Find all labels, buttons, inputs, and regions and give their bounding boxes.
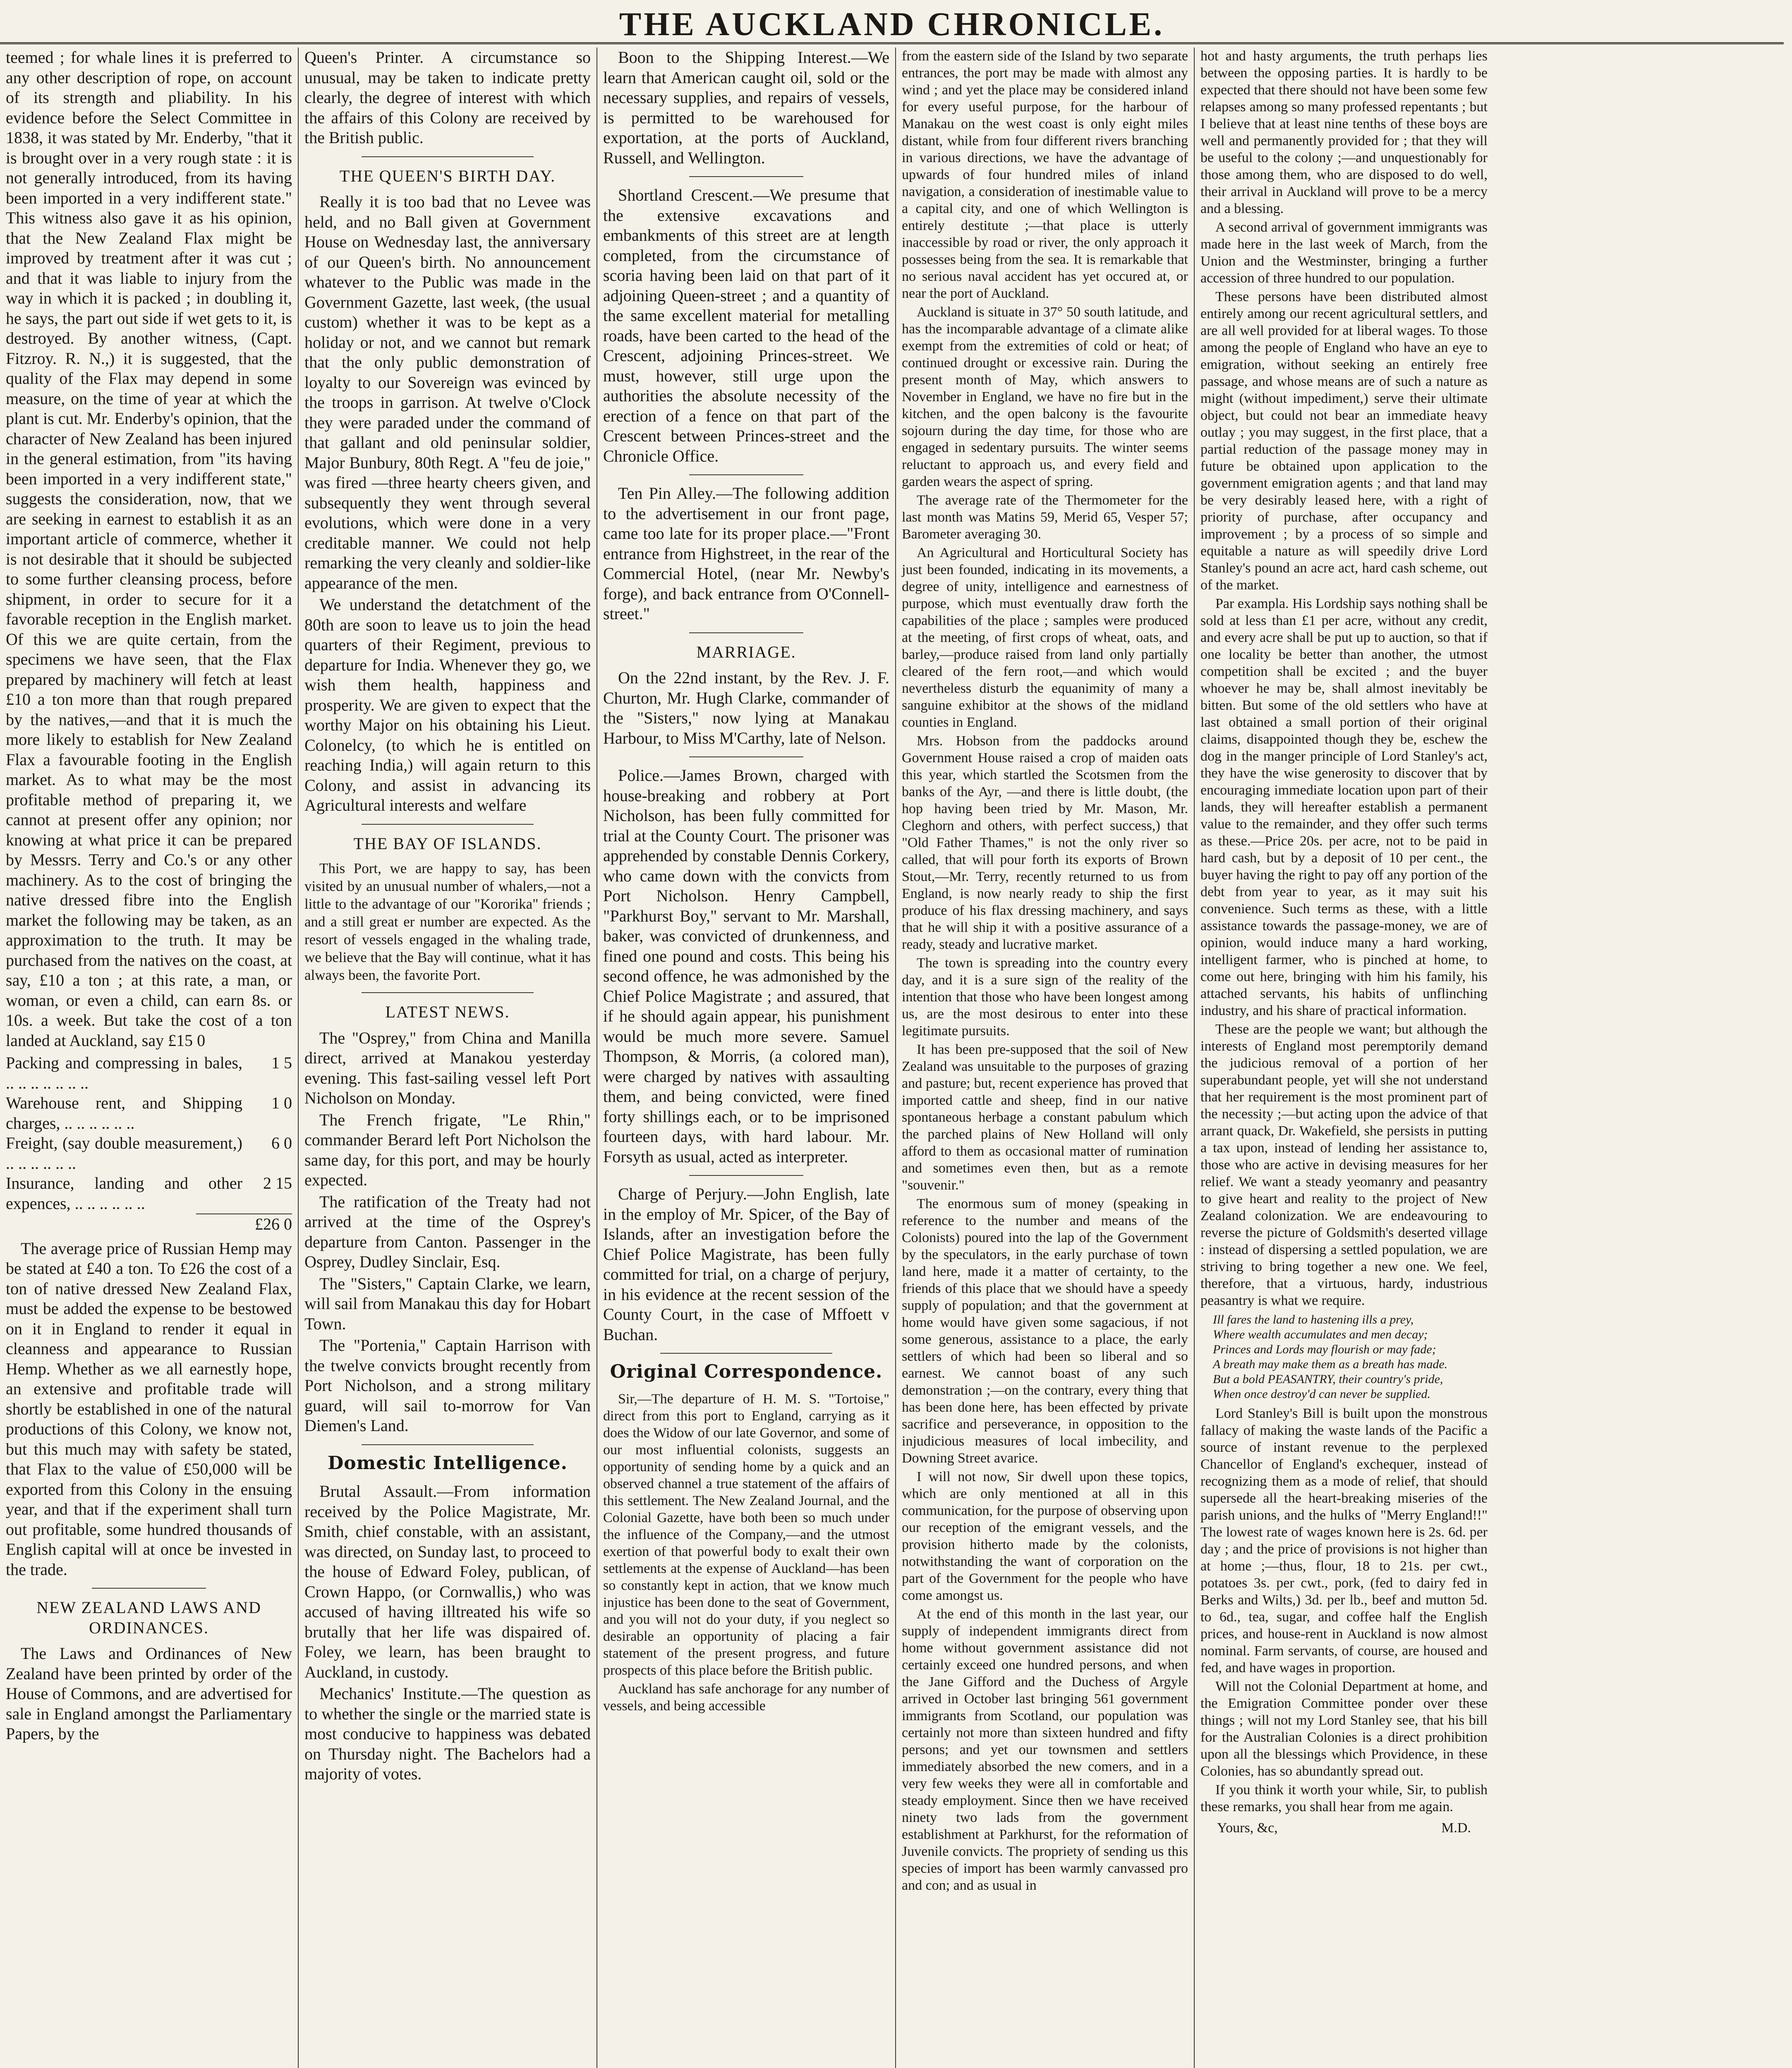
column-3 xyxy=(597,48,896,2068)
signoff-initials: M.D. xyxy=(1441,1820,1471,1836)
bay-text: This Port, we are happy to say, has been visited by an unusual number of whalers,—not a little to the advantage of our "Kororika" friends ; and a still great er number are expected. As the resort of vessels engaged in the whaling trade, we believe that the Bay will continue, what it has always been, the favorite Port. xyxy=(304,860,591,983)
divider xyxy=(92,1588,206,1589)
ledger-row: Packing and compressing in bales, .. .. .. .. .. .. .. 1 5 xyxy=(6,1053,292,1092)
letter-text: At the end of this month in the last year, our supply of independent immigrants direct from home without government assistance did not certainly exceed one hundred persons, and when the Jane Gifford and the Duchess of Argyle arrived in October last bringing 561 government immigrants from Scotland, our population was certainly not more than sixteen hundred and fifty persons; and yet our townsmen and settlers immediately absorbed the new comers, and in a very few weeks they were all in comfortable and steady employment. Since then we have received ninety two lads from the government establishment at Parkhurst, for the reformation of Juvenile convicts. The propriety of sending us this species of import has been warmly canvassed pro and con; and as usual in xyxy=(902,1606,1188,1893)
letter-signoff xyxy=(1200,1819,1488,1836)
letter-text: Sir,—The departure of H. M. S. "Tortoise," direct from this port to England, carrying as it does the Widow of our late Governor, and some of our most influential colonists, suggests an opportunity of sending home by a quick and an observed channel a true statement of the affairs of this settlement. The New Zealand Journal, and the Colonial Gazette, have both been so much under the influence of the Company,—and the utmost exertion of that powerful body to exalt their own settlements at the expense of Auckland—has been so constantly kept in action, that we know much injustice has been done to the seat of Government, and you will not do your duty, if you neglect so desirable an opportunity of placing a fair statement of the present progress, and future prospects of this place before the British public. xyxy=(603,1391,889,1678)
letter-text: Auckland has safe anchorage for any number of vessels, and being accessible xyxy=(603,1681,889,1714)
domestic-heading: Domestic Intelligence. xyxy=(328,1452,568,1474)
letter-text: These are the people we want; but although the interests of England most peremptorily demand the judicious removal of a portion of her superabundant people, yet will she not understand that her requirement is the most prominent part of the necessity ;—but acting upon the advice of that arrant quack, Dr. Wakefield, she persists in putting a tax upon, instead of lending her assistance to, those who are active in devising measures for her relief. We want a steady yeomanry and peasantry to give heart and reality to the project of New Zealand colonization. We are endeavouring to reverse the picture of Goldsmith's deserted village : instead of dispersing a settled population, we are striving to bring together a new one. We feel, therefore, that a virtuous, hardy, industrious peasantry is what we require. xyxy=(1200,1022,1488,1308)
police-item: Police.—James Brown, charged with house-breaking and robbery at Port Nicholson, has been fully committed for trial at the County Court. The prisoner was apprehended by constable Dennis Corkery, who came down with the convicts from Port Nicholson. Henry Campbell, "Parkhurst Boy," servant to Mr. Marshall, baker, was convicted of drunkenness, and fined one pound and costs. This being his second offence, he was admonished by the Chief Police Magistrate ; and assured, that if he should again appear, his punishment would be much more severe. Samuel Thompson, & Morris, (a colored man), were charged by natives with assaulting them, and being convicted, were fined forty shillings each, or to be imprisoned fourteen days, with hard labour. Mr. Forsyth as usual, acted as interpreter. xyxy=(603,766,889,1166)
column-4 xyxy=(896,48,1195,2068)
news-item: The "Sisters," Captain Clarke, we learn, will sail from Manakau this day for Hobart Town. xyxy=(304,1274,591,1333)
column-5 xyxy=(1195,48,1493,2068)
marriage-text: On the 22nd instant, by the Rev. J. F. Churton, Mr. Hugh Clarke, commander of the "Sisters," now lying at Manakau Harbour, to Miss M'Carthy, late of Nelson. xyxy=(603,668,889,747)
printer-text: Queen's Printer. A circumstance so unusual, may be taken to indicate pretty clearly, the degree of interest with which the affairs of this Colony are received by the British public. xyxy=(304,48,591,147)
birthday-text: We understand the detatchment of the 80th are soon to leave us to join the head quarters of their Regiment, previous to departure for India. Whenever they go, we wish them health, happiness and prosperity. We are given to expect that the worthy Major on his obtaining his Lieut. Colonelcy, (to which he is entitled on reaching India,) will again return to this Colony, and assist in advancing its Agricultural interests and welfare xyxy=(304,595,591,814)
letter-text: If you think it worth your while, Sir, to publish these remarks, you shall hear from me again. xyxy=(1200,1782,1488,1814)
column-2 xyxy=(299,48,597,2068)
letter-text: Mrs. Hobson from the paddocks around Government House raised a crop of maiden oats this year, which startled the Scotsmen from the banks of the Ayr, —and there is little doubt, (the hop having been tried by Mr. Mason, Mr. Cleghorn and others, with perfect success,) that "Old Father Thames," is not the only river so called, that will pour forth its exports of Brown Stout,—Mr. Terry, recently returned to us from England, is now nearly ready to ship the first produce of his flax dressing machinery, and says that he will ship it with a positive assurance of a ready, steady and lucrative market. xyxy=(902,733,1188,952)
flax-article-text: teemed ; for whale lines it is preferred to any other description of rope, on account of its strength and pliability. In his evidence before the Select Committee in 1838, it was stated by Mr. Enderby, "that it is brought over in a very rough state : it is not generally introduced, from its having been imported in a very indifferent state." This witness also gave it as his opinion, that the New Zealand Flax might be improved by treatment after it was cut ; and that it was liable to injury from the way in which it is packed ; in doubling it, he says, the part out side if wet gets to it, is destroyed. By another witness, (Capt. Fitzroy. R. N.,) it is suggested, that the quality of the Flax may depend in some measure, on the time of year at which the plant is cut. Mr. Enderby's opinion, that the character of New Zealand has been injured in the general estimation, from "its having been imported in a very indifferent state," suggests the consideration, now, that we are seeking in earnest to establish it as an important article of commerce, whether it is not desirable that it should be subjected to some further cleansing process, before shipment, in order to secure for it a favorable reception in the English market. Of this we are quite certain, from the specimens we have seen, that the Flax prepared by machinery will fetch at least £10 a ton more than that rough prepared by the natives,—and that it is much the more likely to establish for New Zealand Flax a favourable footing in the English market. As to what may be the most profitable method of preparing it, we cannot at present offer any opinion; nor knowing at what price it can be prepared by Messrs. Terry and Co.'s or any other machinery. As to the cost of bringing the native dressed fibre into the English market the following may be taken, as an approximation to the truth. It may be purchased from the natives on the coast, at say, £10 a ton ; at this rate, a man, or woman, or even a child, can earn 8s. or 10s. a week. But take the cost of a ton landed at Auckland, say £15 0 xyxy=(6,48,292,1050)
letter-text: Par exampla. His Lordship says nothing shall be sold at less than £1 per acre, without any credit, and every acre shall be put up to auction, so that if one locality be better than another, the utmost competition shall be excited ; and the buyer whoever he may be, shall almost inevitably be bitten. But some of the old settlers who have at last obtained a small portion of their original claims, disappointed though they be, eschew the dog in the manger principle of Lord Stanley's act, they have the wise generosity to discover that by encouraging immediate location upon part of their lands, they will hereafter establish a permanent value to the remainder, and they offer such terms as these.—Price 20s. per acre, not to be paid in hard cash, but by a deposit of 10 per cent., the buyer having the right to pay off any portion of the debt from year to year, as it may suit his convenience. Such terms as these, with a little assistance towards the passage-money, we are of opinion, would induce many a hard working, intelligent farmer, who is pinched at home, to come out here, bringing with him his family, his attached servants, his habits of unflinching industry, and his share of practical information. xyxy=(1200,596,1488,1018)
divider xyxy=(689,1175,804,1176)
domestic-item: Brutal Assault.—From information received by the Police Magistrate, Mr. Smith, chief constable, with an assistant, was directed, on Sunday last, to proceed to the house of Edward Foley, publican, of Crown Happo, (or Cornwallis,) who was accused of having illtreated his wife so brutally that her life was dispaired of. Foley, we learn, has been braught to Auckland, in custody. xyxy=(304,1482,591,1681)
divider xyxy=(362,156,533,157)
letter-text: hot and hasty arguments, the truth perhaps lies between the opposing parties. It is hardly to be expected that there should not have been some few relapses among so many professed repentants ; but I believe that at least nine tenths of these boys are well and permanently provided for ; that they will be useful to the colony ;—and unquestionably for those among them, who are disposed to do well, their arrival in Auckland will prove to be a mercy and a blessing. xyxy=(1200,48,1488,216)
ledger-total: £26 0 xyxy=(196,1214,292,1235)
letter-text: Will not the Colonial Department at home, and the Emigration Committee ponder over these things ; will not my Lord Stanley see, that his bill for the Australian Colonies is a direct prohibition upon all the blessings which Providence, in these Colonies, has so abundantly spread out. xyxy=(1200,1679,1488,1779)
divider xyxy=(689,474,804,475)
birthday-heading: THE QUEEN'S BIRTH DAY. xyxy=(339,166,556,185)
letter-text: Lord Stanley's Bill is built upon the monstrous fallacy of making the waste lands of the Pacific a source of instant revenue to the perplexed Chancellor of England's exchequer, instead of recognizing them as a mode of relief, that should supersede all the heart-breaking miseries of the parish unions, and the hulks of "Merry England!!" The lowest rate of wages known here is 2s. 6d. per day ; and the price of provisions is not higher than at home ;—thus, flour, 18 to 21s. per cwt., potatoes 3s. per cwt., pork, (fed to dairy fed in Berks and Wilts,) 3d. per lb., beef and mutton 5d. to 6d., tea, sugar, and coffee half the English prices, and house-rent in Auckland is now almost nominal. Farm servants, of course, are housed and fed, and have wages in proportion. xyxy=(1200,1406,1488,1675)
ledger-row: Insurance, landing and other expences, .. .. .. .. .. .. 2 15 xyxy=(6,1174,292,1213)
marriage-heading: MARRIAGE. xyxy=(696,642,796,661)
laws-heading: NEW ZEALAND LAWS AND ORDINANCES. xyxy=(36,1598,261,1637)
divider xyxy=(660,1353,832,1354)
masthead xyxy=(0,7,1784,44)
newspaper-title: THE AUCKLAND CHRONICLE. xyxy=(619,6,1165,43)
crescent-item: Shortland Crescent.—We presume that the extensive excavations and embankments of this street are at length completed, from the circumstance of scoria having been laid on that part of it adjoining Queen-street ; and a quantity of the same excellent material for metalling roads, have been carted to the head of the Crescent, adjoining Princes-street. We must, however, still urge upon the authorities the absolute necessity of the erection of a fence on that part of the Crescent between Princes-street and the Chronicle Office. xyxy=(603,186,889,465)
letter-text: The enormous sum of money (speaking in reference to the number and means of the Colonists) poured into the lap of the Government by the speculators, in the early purchase of town land here, made it a matter of certainty, to the friends of this place that we should have a speedy supply of population; and that the government at home would have given some sagacious, if not some generous, assistance to a place, the early settlers of which had been so liberal and so earnest. We cannot boast of any such demonstration ;—on the contrary, every thing that has been done here, has been effected by private sacrifice and perseverance, in opposition to the injudicious measures of local imbecility, and Downing Street avarice. xyxy=(902,1196,1188,1466)
letter-text: A second arrival of government immigrants was made here in the last week of March, from the Union and the Westminster, bringing a further accession of three hundred to our population. xyxy=(1200,220,1488,286)
divider xyxy=(689,756,804,757)
signoff-yours: Yours, &c, xyxy=(1217,1820,1278,1836)
letter-text: I will not now, Sir dwell upon these topics, which are only mentioned at all in this communication, for the purpose of observing upon our reception of the emigrant vessels, and the provision hitherto made by the colonists, notwithstanding the want of corporation on the part of the Government for the people who have come amongst us. xyxy=(902,1469,1188,1603)
letter-text: An Agricultural and Horticultural Society has just been founded, indicating in its movements, a degree of unity, intelligence and earnestness of purpose, which must eventually draw forth the capabilities of the place ; samples were produced at the meeting, of first crops of wheat, oats, and barley,—produce raised from land only partially cleared of the fern root,—and which would nevertheless disturb the equanimity of many a sanguine exhibitor at the shows of the midland counties in England. xyxy=(902,545,1188,730)
news-heading: LATEST NEWS. xyxy=(385,1003,510,1021)
letter-text: Auckland is situate in 37° 50 south latitude, and has the incomparable advantage of a climate alike exempt from the extremities of cold or heat; of continued drought or excessive rain. During the present month of May, which answers to November in England, we have no fire but in the kitchen, and the open balcony is the favourite sojourn during the day time, for those who are engaged in sedentary pursuits. The winter seems reluctant to approach us, and every field and garden wears the aspect of spring. xyxy=(902,304,1188,489)
news-item: The French frigate, "Le Rhin," commander Berard left Port Nicholson the same day, for this port, and may be hourly expected. xyxy=(304,1110,591,1189)
shipping-item: Boon to the Shipping Interest.—We learn that American caught oil, sold or the necessary supplies, and repairs of vessels, is permitted to be warehoused for exportation, at the ports of Auckland, Russell, and Wellington. xyxy=(603,48,889,167)
letter-text: It has been pre-supposed that the soil of New Zealand was unsuitable to the purposes of grazing and pasture; but, recent experience has proved that imported cattle and sheep, find in our native spontaneous herbage a constant pabulum which the parched plains of New Holland will only afford to them as occasional matter of rumination and sometimes even then, but as a remote "souvenir." xyxy=(902,1042,1188,1193)
tenpin-item: Ten Pin Alley.—The following addition to the advertisement in our front page, came too late for its proper place.—"Front entrance from Highstreet, in the rear of the Commercial Hotel, (near Mr. Newby's forge), and back entrance from O'Connell-street." xyxy=(603,484,889,623)
laws-text: The Laws and Ordinances of New Zealand have been printed by order of the House of Commons, and are advertised for sale in England amongst the Parliamentary Papers, by the xyxy=(6,1644,292,1743)
divider xyxy=(689,632,804,633)
divider xyxy=(362,824,533,825)
correspondence-heading: Original Correspondence. xyxy=(610,1361,883,1382)
perjury-item: Charge of Perjury.—John English, late in the employ of Mr. Spicer, of the Bay of Islands, after an investigation before the Chief Police Magistrate, has been fully committed for trial, on a charge of perjury, in his evidence at the recent session of the County Court, in the case of Mffoett v Buchan. xyxy=(603,1185,889,1344)
ledger-row: Warehouse rent, and Shipping charges, .. .. .. .. .. .. 1 0 xyxy=(6,1094,292,1132)
poem-quote: Ill fares the land to hastening ills a prey, Where wealth accumulates and men decay; Princes and Lords may flourish or may fade; A breath may make them as a breath has made. But a bold PEASANTRY, their country's pride, When once destroy'd can never be supplied. xyxy=(1213,1313,1448,1401)
letter-text: from the eastern side of the Island by two separate entrances, the port may be made with almost any wind ; and yet the place may be considered inland for every useful purpose, for the harbour of Manakau on the west coast is only eight miles distant, while from four different rivers branching in various directions, we have the advantage of upwards of four hundred miles of inland navigation, a consideration of inestimable value to a capital city, and one of which Wellington is entirely destitute ;—that place is utterly inaccessible by road or river, the only approach it possesses being from the sea. It is remarkable that no serious naval accident has yet occured at, or near the port of Auckland. xyxy=(902,48,1188,301)
bay-heading: THE BAY OF ISLANDS. xyxy=(353,834,542,853)
column-1 xyxy=(0,48,299,2068)
letter-text: These persons have been distributed almost entirely among our recent agricultural settlers, and are all well provided for at liberal wages. To those among the people of England who have an eye to emigration, without seeking an entirely free passage, and whose means are of such a nature as might (without impediment,) serve their ultimate object, but could not bear an immediate heavy outlay ; you may suggest, in the first place, that a partial reduction of the passage money may in future be obtained upon application to the government emigration agents ; and that land may be very desirably leased here, with a right of priority of purchase, after occupancy and improvement ; by a process of so simple and equitable a nature as will speedily drive Lord Stanley's pound an acre act, hard cash scheme, out of the market. xyxy=(1200,289,1488,593)
divider xyxy=(362,1444,533,1445)
cost-ledger xyxy=(6,1053,292,1235)
divider xyxy=(362,992,533,993)
letter-text: The town is spreading into the country every day, and it is a sure sign of the reality of the intention that those who have been longest among us, are the most desirous to enter into these legitimate pursuits. xyxy=(902,955,1188,1039)
letter-text: The average rate of the Thermometer for the last month was Matins 59, Merid 65, Vesper 57; Barometer averaging 30. xyxy=(902,493,1188,542)
divider xyxy=(689,176,804,177)
news-item: The "Portenia," Captain Harrison with the twelve convicts brought recently from Port Nicholson, and a strong military guard, will sail to-morrow for Van Diemen's Land. xyxy=(304,1336,591,1435)
ledger-row: Freight, (say double measurement,) .. .. .. .. .. .. 6 0 xyxy=(6,1134,292,1173)
domestic-item: Mechanics' Institute.—The question as to whether the single or the married state is most conducive to happiness was debated on Thursday night. The Bachelors had a majority of votes. xyxy=(304,1684,591,1783)
birthday-text: Really it is too bad that no Levee was held, and no Ball given at Government House on Wednesday last, the anniversary of our Queen's birth. No announcement whatever to the Public was made in the Government Gazette, last week, (the usual custom) whether it was to be kept as a holiday or not, and we cannot but remark that the only public demonstration of loyalty to our Sovereign was evinced by the troops in garrison. At twelve o'Clock they were paraded under the command of that gallant and old peninsular soldier, Major Bunbury, 80th Regt. A "feu de joie," was fired —three hearty cheers given, and subsequently they went through several evolutions, which were done in a very creditable manner. We could not help remarking the very cleanly and soldier-like appearance of the men. xyxy=(304,192,591,592)
news-item: The ratification of the Treaty had not arrived at the time of the Osprey's departure from Canton. Passenger in the Osprey, Dudley Sinclair, Esq. xyxy=(304,1192,591,1271)
columns xyxy=(0,48,1784,2068)
flax-article-conclusion: The average price of Russian Hemp may be stated at £40 a ton. To £26 the cost of a ton of native dressed New Zealand Flax, must be added the expense to be bestowed on it in England to render it equal in cleanness and appearance to Russian Hemp. Whether as we all earnestly hope, an extensive and profitable trade will shortly be established in one of the natural productions of this Colony, we know not, but this much may with safety be stated, that Flax to the value of £50,000 will be exported from this Colony in the ensuing year, and that if the experiment shall turn out profitable, some hundred thousands of English capital will at once be invested in the trade. xyxy=(6,1239,292,1579)
news-item: The "Osprey," from China and Manilla direct, arrived at Manakou yesterday evening. This fast-sailing vessel left Port Nicholson on Monday. xyxy=(304,1028,591,1107)
